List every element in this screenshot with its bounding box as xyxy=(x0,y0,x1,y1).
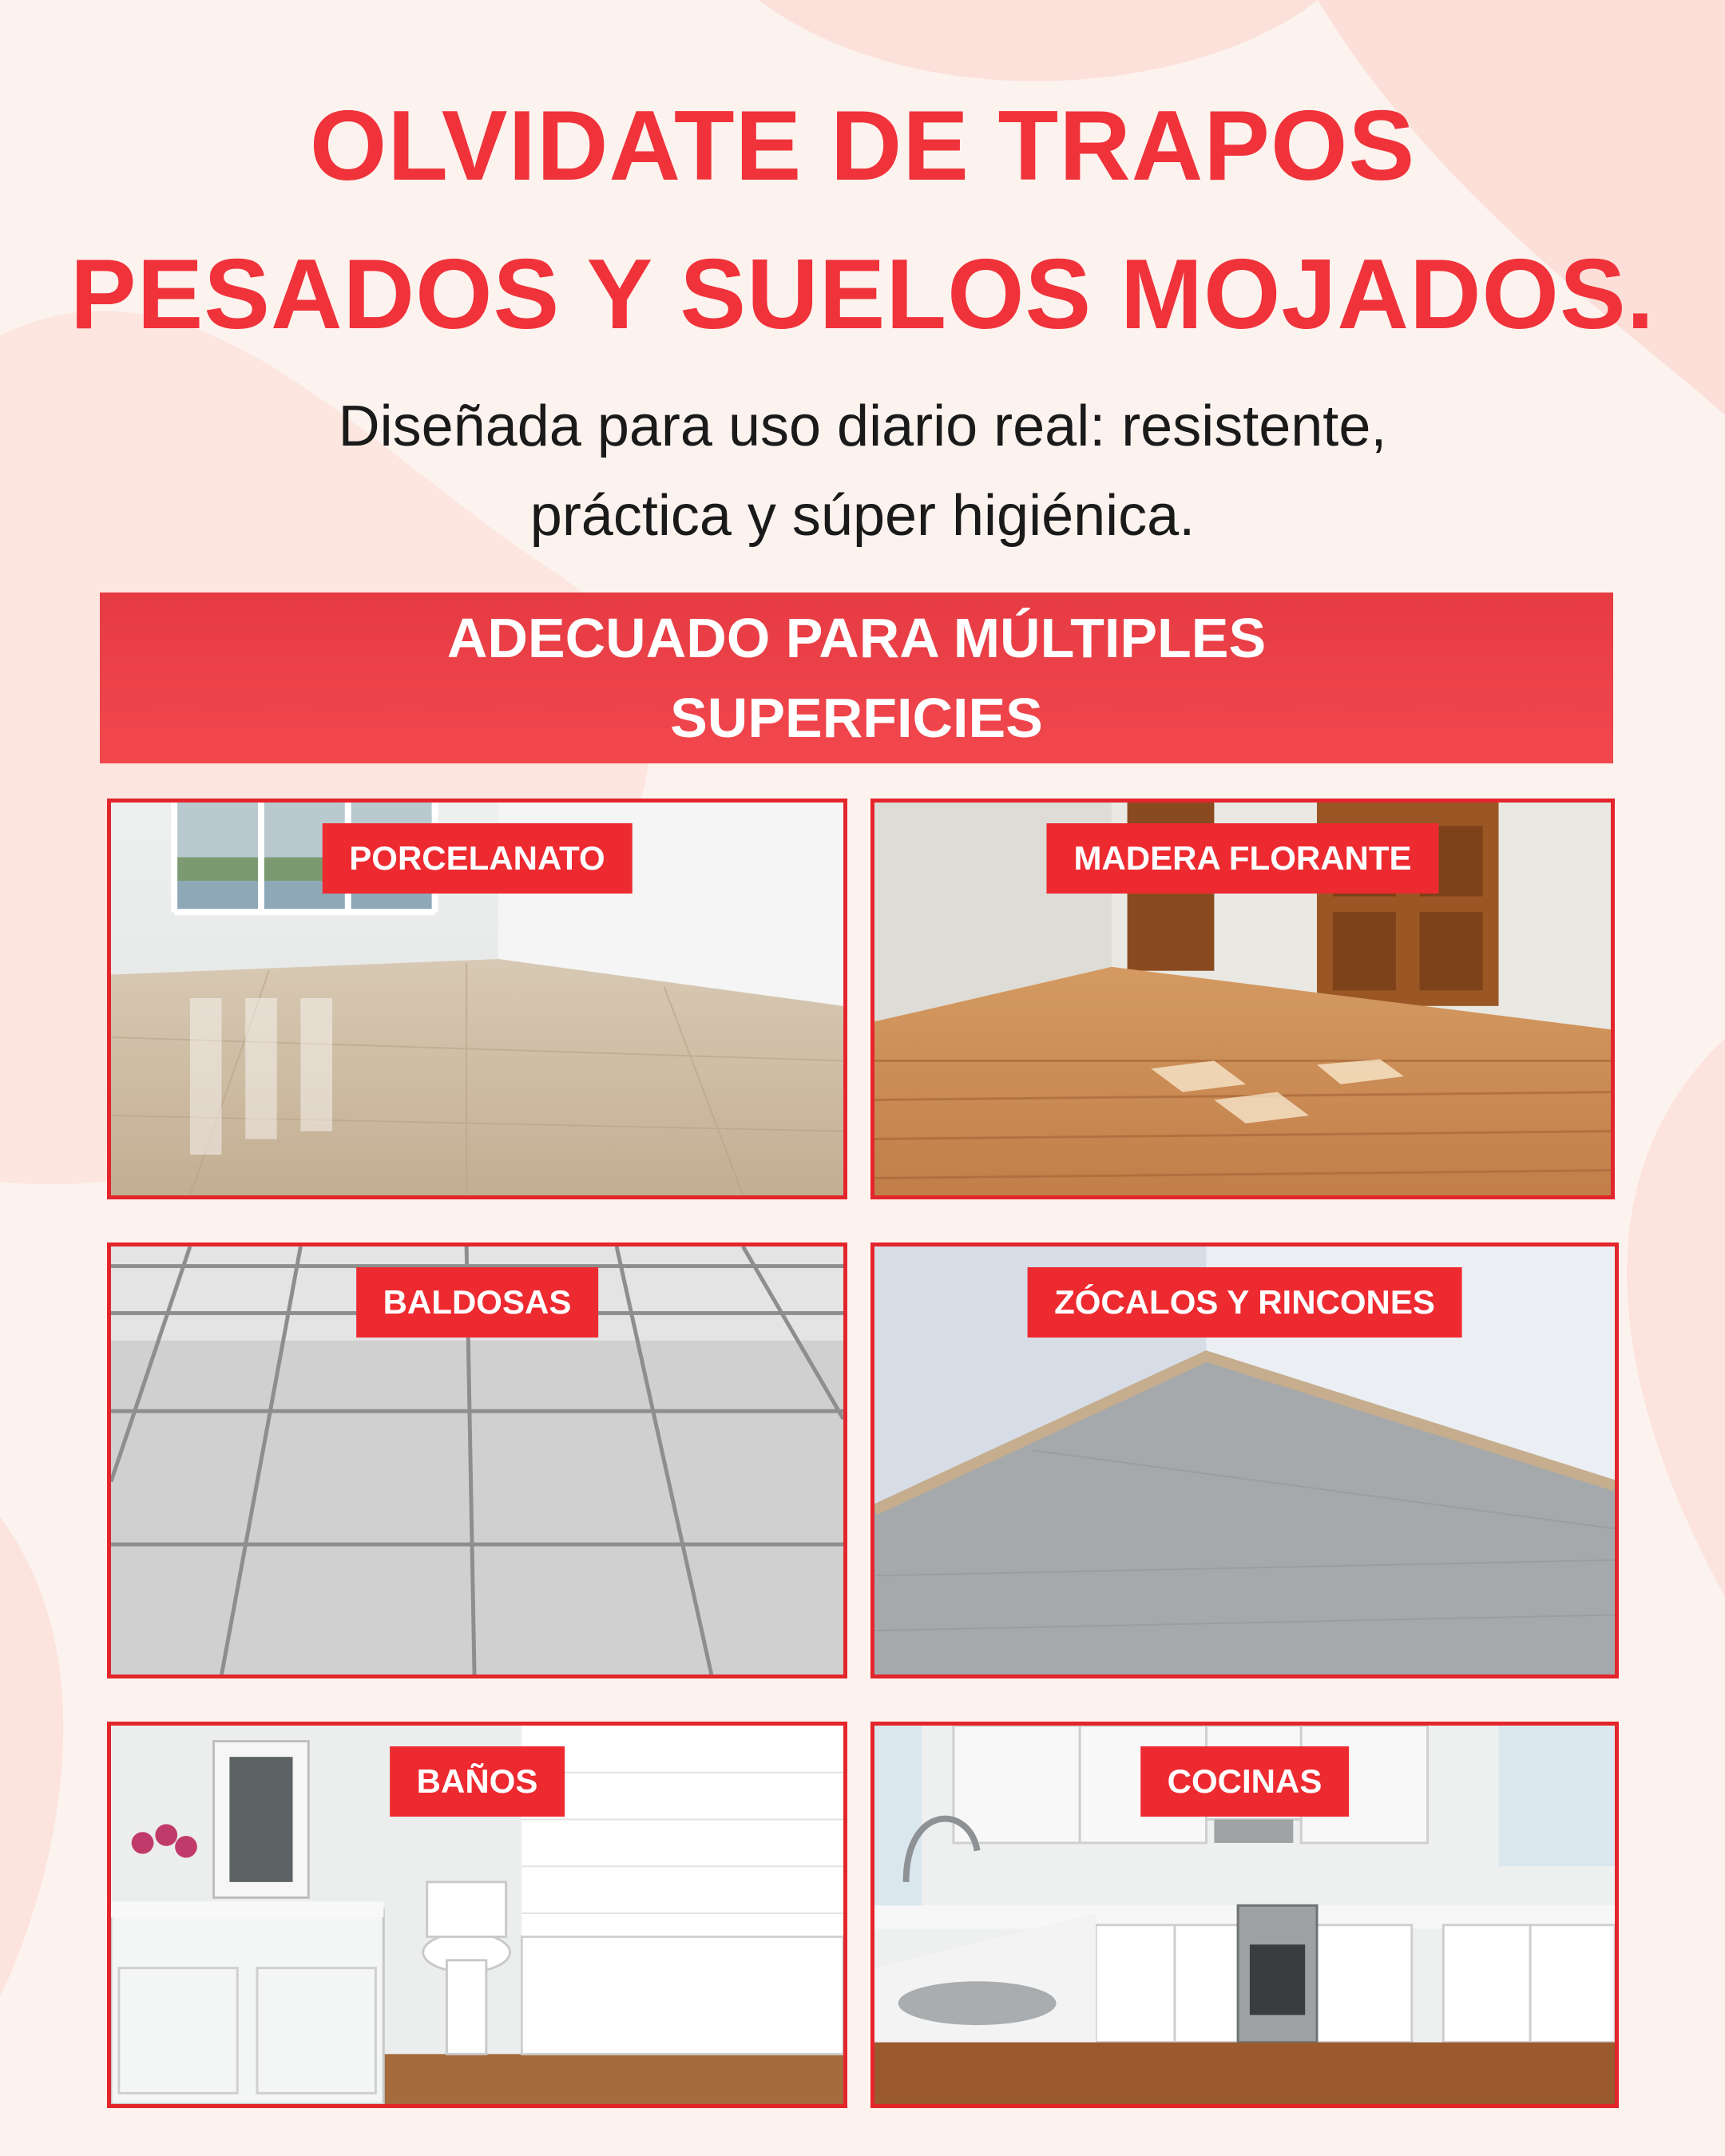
label-porcelanato: PORCELANATO xyxy=(322,823,632,894)
subtitle-line-1: Diseñada para uso diario real: resistente, xyxy=(338,394,1387,458)
label-cocinas: COCINAS xyxy=(1140,1746,1350,1817)
label-madera-florante: MADERA FLORANTE xyxy=(1046,823,1438,894)
subtitle xyxy=(0,382,1725,561)
surface-card-baldosas xyxy=(107,1242,847,1678)
surface-card-zocalos-rincones xyxy=(870,1242,1619,1678)
surfaces-banner xyxy=(100,593,1613,763)
headline xyxy=(0,72,1725,369)
subtitle-line-2: práctica y súper higiénica. xyxy=(529,484,1196,548)
banner-line-1: ADECUADO PARA MÚLTIPLES xyxy=(446,607,1267,669)
banner-line-2: SUPERFICIES xyxy=(670,687,1043,749)
label-zocalos-rincones: ZÓCALOS Y RINCONES xyxy=(1027,1267,1462,1338)
surface-card-cocinas xyxy=(870,1722,1619,2108)
surface-card-porcelanato xyxy=(107,799,847,1199)
headline-line-2: PESADOS Y SUELOS MOJADOS. xyxy=(69,240,1656,350)
surface-card-madera-florante xyxy=(870,799,1615,1199)
surface-card-banos xyxy=(107,1722,847,2108)
headline-line-1: OLVIDATE DE TRAPOS xyxy=(309,91,1416,201)
label-banos: BAÑOS xyxy=(390,1746,565,1817)
label-baldosas: BALDOSAS xyxy=(356,1267,599,1338)
